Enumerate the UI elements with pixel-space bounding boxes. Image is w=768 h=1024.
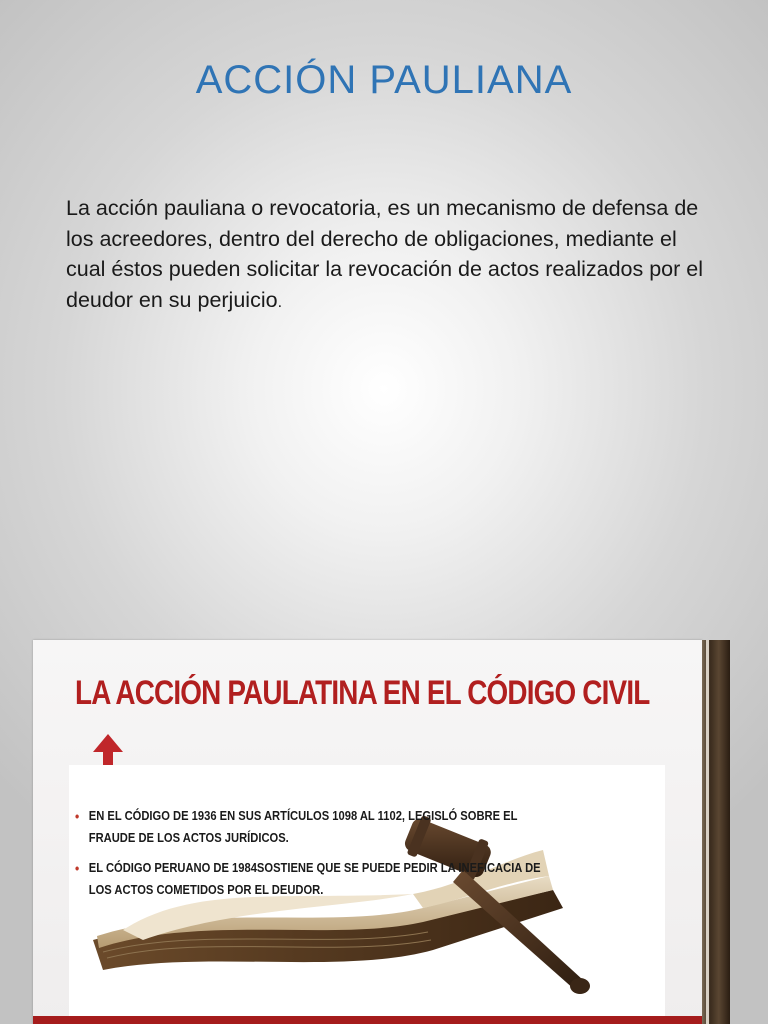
bullet-text: EN EL CÓDIGO DE 1936 EN SUS ARTÍCULOS 1098 AL 1102, LEGISLÓ SOBRE EL FRAUDE DE LOS ACTOS JURÍDICOS.: [88, 808, 518, 845]
bullet-marker: •: [75, 808, 80, 824]
bullet-marker: •: [75, 860, 80, 876]
slide-body-text: [66, 193, 706, 318]
list-item: [75, 857, 557, 901]
body-main-text: La acción pauliana o revocatoria, es un mecanismo de defensa de los acreedores, dentro del derecho de obligaciones, mediante el cual éstos pueden solicitar la revocación de actos realizados por el deudor en su perjuicio: [66, 196, 704, 312]
embedded-slide-title: LA ACCIÓN PAULATINA EN EL CÓDIGO CIVIL: [75, 674, 650, 712]
list-item: [75, 805, 557, 849]
slide-title: ACCIÓN PAULIANA: [195, 58, 573, 102]
bullet-list: [75, 805, 557, 909]
embedded-slide-image: [33, 640, 702, 1024]
embedded-image-edge: [702, 640, 730, 1024]
bullet-text: EL CÓDIGO PERUANO DE 1984SOSTIENE QUE SE PUEDE PEDIR LA INEFICACIA DE LOS ACTOS COMETIDOS POR EL DEUDOR.: [88, 860, 541, 897]
edge-highlight: [706, 640, 709, 1024]
body-end-period: .: [277, 293, 283, 311]
